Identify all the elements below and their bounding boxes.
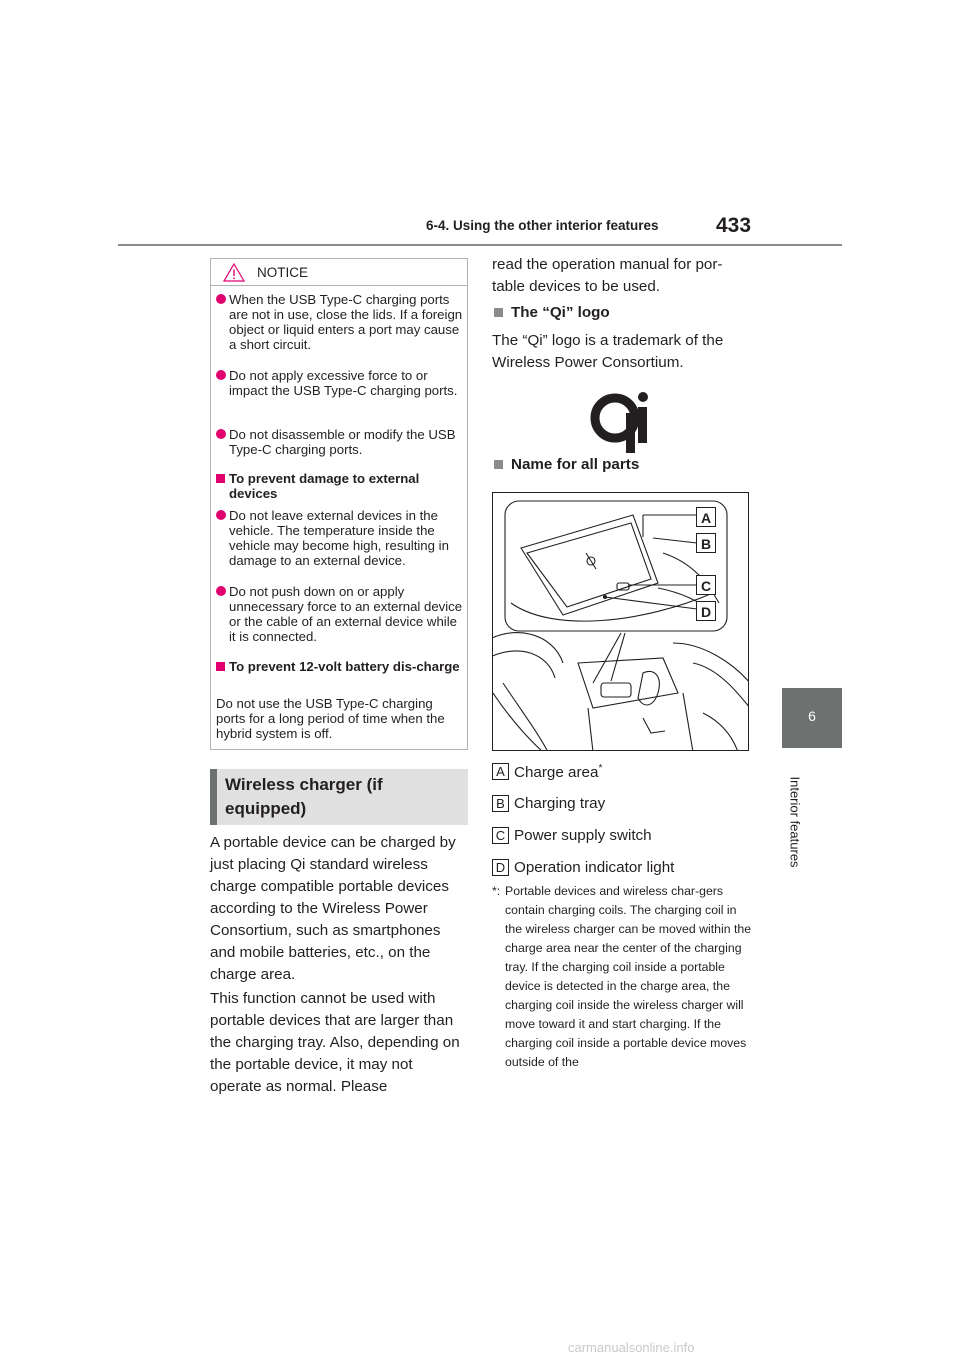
body-paragraph: This function cannot be used with portable devices that are larger than the charging tray. Also, depending on the portable device, it may not operate as normal. Please [210, 990, 460, 1095]
chapter-label: Interior features [787, 776, 803, 868]
qi-logo-heading: The “Qi” logo [492, 304, 610, 321]
notice-box [210, 258, 468, 750]
console-line-drawing [493, 493, 749, 751]
callout-c: C [696, 575, 716, 595]
bullet-icon [216, 370, 226, 380]
section-heading-title: Wireless charger (if equipped) [225, 775, 383, 818]
square-bullet-icon [494, 308, 503, 317]
notice-subheading: To prevent damage to external devices [216, 471, 464, 501]
bullet-icon [216, 294, 226, 304]
notice-item: Do not leave external devices in the vehicle. The temperature inside the vehicle may become high, resulting in damage to an external device. [216, 508, 464, 568]
chapter-tab [782, 688, 842, 748]
body-paragraph-continued: read the operation manual for por-table devices to be used. [492, 256, 723, 295]
notice-subheading: To prevent 12-volt battery dis-charge [216, 659, 464, 674]
notice-title: NOTICE [257, 265, 309, 280]
notice-item: Do not push down on or apply unnecessary force to an external device or the cable of an external device while it is connected. [216, 584, 464, 644]
chapter-number: 6 [808, 708, 816, 724]
callout-a: A [696, 507, 716, 527]
parts-heading: Name for all parts [492, 456, 639, 473]
callout-d: D [696, 601, 716, 621]
notice-header [211, 259, 467, 286]
notice-item: Do not disassemble or modify the USB Type-C charging ports. [216, 427, 464, 457]
section-heading [210, 769, 468, 825]
square-bullet-icon [494, 460, 503, 469]
bullet-icon [216, 586, 226, 596]
footnote-mark: *: [492, 884, 501, 898]
qi-logo-description: The “Qi” logo is a trademark of the Wireless Power Consortium. [492, 332, 724, 371]
notice-item: When the USB Type-C charging ports are not in use, close the lids. If a foreign object or liquid enters a port may cause a short circuit. [216, 292, 464, 352]
notice-paragraph: Do not use the USB Type-C charging ports for a long period of time when the hybrid system is off. [216, 696, 445, 741]
page-number: 433 [716, 214, 752, 237]
bullet-icon [216, 510, 226, 520]
square-bullet-icon [216, 474, 225, 483]
wireless-charger-illustration [492, 492, 749, 751]
warning-triangle-icon [223, 263, 245, 282]
square-bullet-icon [216, 662, 225, 671]
qi-logo-icon [588, 391, 654, 457]
watermark: carmanualsonline.info [568, 1340, 695, 1355]
section-title: 6-4. Using the other interior features [426, 218, 659, 233]
header-divider [118, 244, 842, 246]
callout-b: B [696, 533, 716, 553]
section-heading-bar [210, 769, 217, 825]
chapter-label-container [784, 776, 806, 869]
body-paragraph: A portable device can be charged by just placing Qi standard wireless charge compatible portable devices according to the Wireless Power Consortium, such as smartphones and mobile batteries, etc., on the charge area. [210, 834, 456, 983]
notice-item: Do not apply excessive force to or impact the USB Type-C charging ports. [216, 368, 464, 398]
footnote-text: Portable devices and wireless char-gers contain charging coils. The charging coil in the wireless charger can be moved within the charge area near the center of the charging tray. If the charging coil inside a portable device is detected in the charge area, the charging coil inside the wireless charger will move toward it and start charging. If the charging coil inside a portable device moves outside of the [505, 884, 752, 1069]
footnote [492, 882, 752, 1072]
bullet-icon [216, 429, 226, 439]
